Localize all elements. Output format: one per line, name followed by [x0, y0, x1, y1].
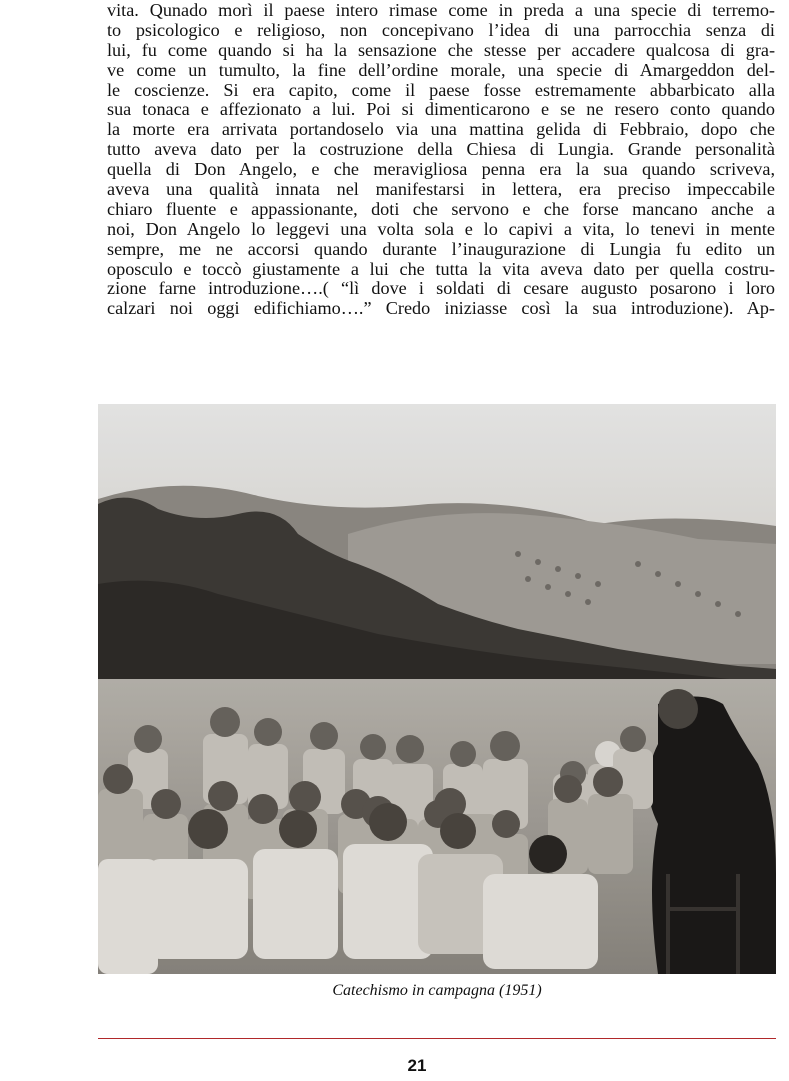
- text-line: tutto aveva dato per la costruzione della Chiesa di Lungia. Grande personalità: [107, 139, 775, 160]
- text-line: la morte era arrivata portandoselo via una mattina gelida di Febbraio, dopo che: [107, 119, 775, 140]
- historical-photo: [98, 404, 776, 974]
- text-line: lui, fu come quando si ha la sensazione che stesse per accadere qualcosa di gra-: [107, 39, 775, 60]
- text-line: aveva una qualità innata nel manifestarsi in lettera, era preciso impeccabile: [107, 179, 775, 200]
- text-line: noi, Don Angelo lo leggevi una volta sola e lo capivi a vita, lo tenevi in mente: [107, 218, 775, 239]
- text-line: vita. Qunado morì il paese intero rimase come in preda a una specie di terremo-: [107, 0, 775, 20]
- text-line: to psicologico e religioso, non concepivano l’idea di una parrocchia senza di: [107, 19, 775, 40]
- text-line: quella di Don Angelo, e che meravigliosa penna era la sua quando scriveva,: [107, 159, 775, 180]
- page-number: 21: [407, 1056, 427, 1075]
- text-line: sempre, me ne accorsi quando durante l’inaugurazione di Lungia fu edito un: [107, 238, 775, 259]
- text-line: zione farne introduzione….( “lì dove i soldati di cesare augusto posarono i loro: [107, 278, 775, 299]
- photo-illustration: [98, 404, 776, 974]
- photo-caption: Catechismo in campagna (1951): [332, 982, 542, 999]
- text-line: oposculo e toccò giustamente a lui che tutta la vita aveva dato per quella costru-: [107, 258, 775, 279]
- text-line: ve come un tumulto, la fine dell’ordine morale, una specie di Amargeddon del-: [107, 59, 775, 80]
- text-line: le coscienze. Si era capito, come il paese fosse estremamente abbarbicato alla: [107, 79, 775, 100]
- body-text: [107, 1, 775, 319]
- text-line: calzari noi oggi edifichiamo….” Credo iniziasse così la sua introduzione). Ap-: [107, 298, 775, 319]
- text-line: chiaro fluente e appassionante, doti che servono e che forse mancano anche a: [107, 198, 775, 219]
- footer-divider: [98, 1038, 776, 1039]
- text-line: sua tonaca e affezionato a lui. Poi si dimenticarono e se ne resero conto quando: [107, 99, 775, 120]
